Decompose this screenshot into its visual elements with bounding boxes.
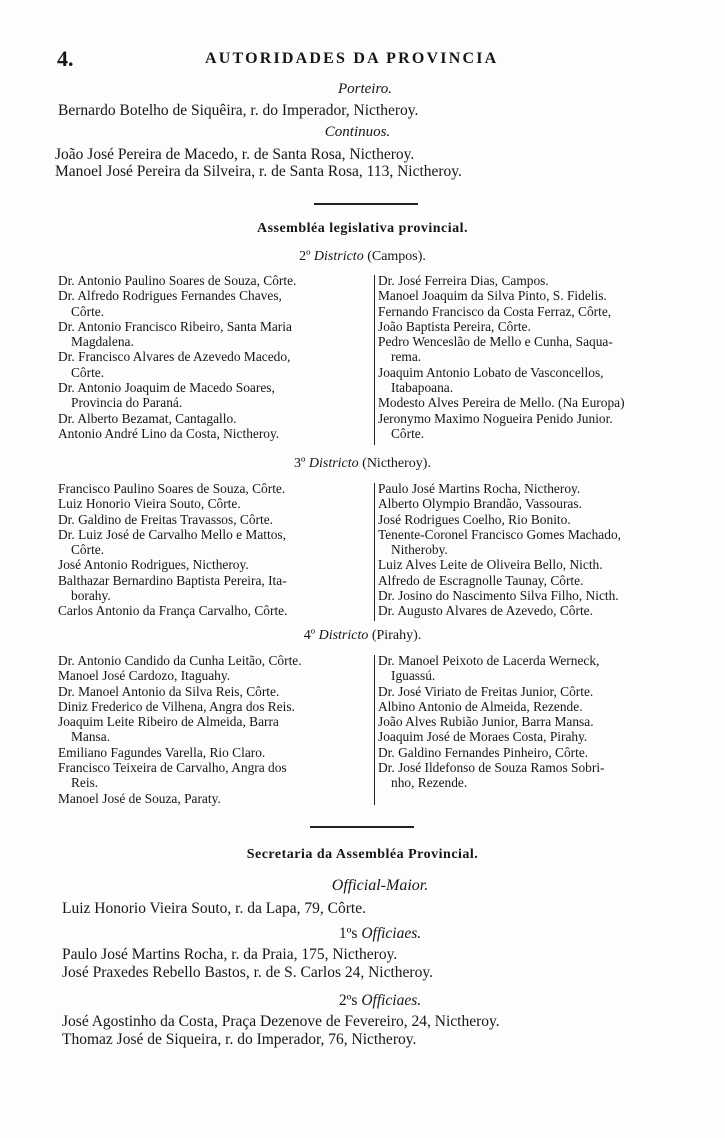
primeiro-oficial-line-2: José Praxedes Rebello Bastos, r. de S. Carlos 24, Nictheroy. [62,964,433,981]
continuos-heading: Continuos. [324,124,391,140]
member-entry-continuation: rema. [391,349,422,365]
member-entry: João Alves Rubião Junior, Barra Mansa. [378,714,594,730]
porteiro-line: Bernardo Botelho de Siquêira, r. do Imperador, Nictheroy. [58,102,419,119]
member-entry: Dr. José Ferreira Dias, Campos. [378,273,549,288]
primeiros-num: 1ºs [338,925,358,942]
member-entry: Dr. Josino do Nascimento Silva Filho, Nicth. [378,588,619,604]
column-divider [374,655,375,805]
member-entry-continuation: Reis. [71,775,99,791]
district-4-place: (Pirahy). [371,628,422,643]
district-4-right-column [378,653,694,791]
district-2-left-column [58,273,372,441]
member-entry: Pedro Wenceslão de Mello e Cunha, Saqua- [378,334,613,350]
member-entry: Fernando Francisco da Costa Ferraz, Côrte, [378,303,612,319]
district-3-word: Districto [308,456,359,471]
member-entry: Dr. Antonio Joaquim de Macedo Soares, [58,380,275,396]
member-entry: Manoel José de Souza, Paraty. [58,790,221,806]
member-entry: Francisco Teixeira de Carvalho, Angra dos [58,760,287,776]
district-3-heading [0,456,725,472]
member-entry-continuation: Côrte. [71,542,105,558]
district-3-right-column [378,481,694,619]
continuo-line-2: Manoel José Pereira da Silveira, r. de Santa Rosa, 113, Nictheroy. [55,163,462,180]
member-entry-continuation: Côrte. [71,303,105,319]
member-entry: Manoel José Cardozo, Itaguahy. [58,668,231,684]
member-entry: Albino Antonio de Almeida, Rezende. [378,698,583,714]
member-entry: Emiliano Fagundes Varella, Rio Claro. [58,744,266,760]
member-entry-continuation: Provincia do Paraná. [71,395,183,411]
district-2-right-column [378,273,694,441]
member-entry: Antonio André Lino da Costa, Nictheroy. [58,425,280,441]
district-4-heading [0,628,725,644]
porteiro-heading: Porteiro. [337,81,393,97]
continuo-line-1: João José Pereira de Macedo, r. de Santa Rosa, Nictheroy. [55,146,415,163]
page-number: 4. [57,46,74,71]
district-4-left-column [58,653,372,806]
member-entry-continuation: Iguassú. [391,668,436,684]
member-entry: Dr. Antonio Candido da Cunha Leitão, Côrte. [58,653,302,668]
column-divider [374,483,375,621]
member-entry-continuation: Magdalena. [71,334,134,350]
oficial-maior-heading: Official-Maior. [331,877,429,894]
member-entry: Diniz Frederico de Vilhena, Angra dos Reis. [58,698,295,714]
member-entry: Jeronymo Maximo Nogueira Penido Junior. [378,410,613,426]
member-entry: Carlos Antonio da França Carvalho, Côrte. [58,603,288,619]
member-entry: Dr. Alberto Bezamat, Cantagallo. [58,410,237,426]
member-entry-continuation: Mansa. [71,729,111,745]
member-entry: Luiz Alves Leite de Oliveira Bello, Nicth. [378,557,603,573]
member-entry: João Baptista Pereira, Côrte. [378,318,531,334]
primeiros-oficiais-heading [180,925,580,943]
district-4-word: Districto [318,628,369,643]
member-entry: José Rodrigues Coelho, Rio Bonito. [378,511,571,527]
member-entry: Dr. Manoel Antonio da Silva Reis, Côrte. [58,683,280,699]
member-entry-continuation: borahy. [71,588,111,604]
member-entry-continuation: Côrte. [71,364,105,380]
member-entry-continuation: Itabapoana. [391,380,454,396]
district-3-num: 3º [294,456,306,471]
district-2-heading [0,249,725,265]
segundos-num: 2ºs [338,992,358,1009]
member-entry-continuation: Nitheroby. [391,542,448,558]
column-divider [374,275,375,445]
segundos-oficiais-heading [180,992,580,1010]
member-entry: José Antonio Rodrigues, Nictheroy. [58,557,249,573]
member-entry: Manoel Joaquim da Silva Pinto, S. Fidelis. [378,288,607,304]
member-entry: Francisco Paulino Soares de Souza, Côrte. [58,481,286,496]
primeiro-oficial-line-1: Paulo José Martins Rocha, r. da Praia, 175, Nictheroy. [62,946,398,963]
oficial-maior-line: Luiz Honorio Vieira Souto, r. da Lapa, 79, Côrte. [62,900,366,917]
member-entry: Dr. José Ildefonso de Souza Ramos Sobri- [378,760,605,776]
district-3-left-column [58,481,372,619]
segundos-word: Officiaes. [361,992,422,1009]
district-4-num: 4º [303,628,316,643]
member-entry: Dr. Antonio Paulino Soares de Souza, Côrte. [58,273,297,288]
district-2-place: (Campos). [367,249,426,264]
secretaria-title: Secretaria da Assembléa Provincial. [246,847,479,862]
district-2-word: Districto [313,249,364,264]
running-title: AUTORIDADES DA PROVINCIA [205,50,499,67]
member-entry: Luiz Honorio Vieira Souto, Côrte. [58,496,241,512]
member-entry: Tenente-Coronel Francisco Gomes Machado, [378,526,621,542]
member-entry: Modesto Alves Pereira de Mello. (Na Europa) [378,395,625,411]
segundo-oficial-line-1: José Agostinho da Costa, Praça Dezenove de Fevereiro, 24, Nictheroy. [62,1013,500,1030]
member-entry: Dr. Galdino Fernandes Pinheiro, Côrte. [378,744,589,760]
member-entry: Joaquim José de Moraes Costa, Pirahy. [378,729,588,745]
member-entry: Paulo José Martins Rocha, Nictheroy. [378,481,581,496]
member-entry: Joaquim Leite Ribeiro de Almeida, Barra [58,714,279,730]
primeiros-word: Officiaes. [361,925,422,942]
member-entry: Dr. Antonio Francisco Ribeiro, Santa Maria [58,318,292,334]
member-entry: Dr. Luiz José de Carvalho Mello e Mattos, [58,526,286,542]
section-divider [314,203,418,205]
segundo-oficial-line-2: Thomaz José de Siqueira, r. do Imperador, 76, Nictheroy. [62,1031,417,1048]
member-entry: Dr. Augusto Alvares de Azevedo, Côrte. [378,603,593,619]
member-entry: Joaquim Antonio Lobato de Vasconcellos, [378,364,604,380]
member-entry-continuation: nho, Rezende. [391,775,468,791]
member-entry: Alfredo de Escragnolle Taunay, Côrte. [378,572,584,588]
member-entry: Balthazar Bernardino Baptista Pereira, Ita- [58,572,287,588]
assembleia-title: Assembléa legislativa provincial. [256,221,469,236]
district-3-place: (Nictheroy). [362,456,431,471]
member-entry: Alberto Olympio Brandão, Vassouras. [378,496,582,512]
member-entry: Dr. Galdino de Freitas Travassos, Côrte. [58,511,273,527]
section-divider [310,826,414,828]
member-entry: Dr. Alfredo Rodrigues Fernandes Chaves, [58,288,282,304]
district-2-num: 2º [299,249,311,264]
member-entry: Dr. Manoel Peixoto de Lacerda Werneck, [378,653,600,668]
member-entry: Dr. Francisco Alvares de Azevedo Macedo, [58,349,291,365]
member-entry: Dr. José Viriato de Freitas Junior, Côrte. [378,683,594,699]
member-entry-continuation: Côrte. [391,425,425,441]
